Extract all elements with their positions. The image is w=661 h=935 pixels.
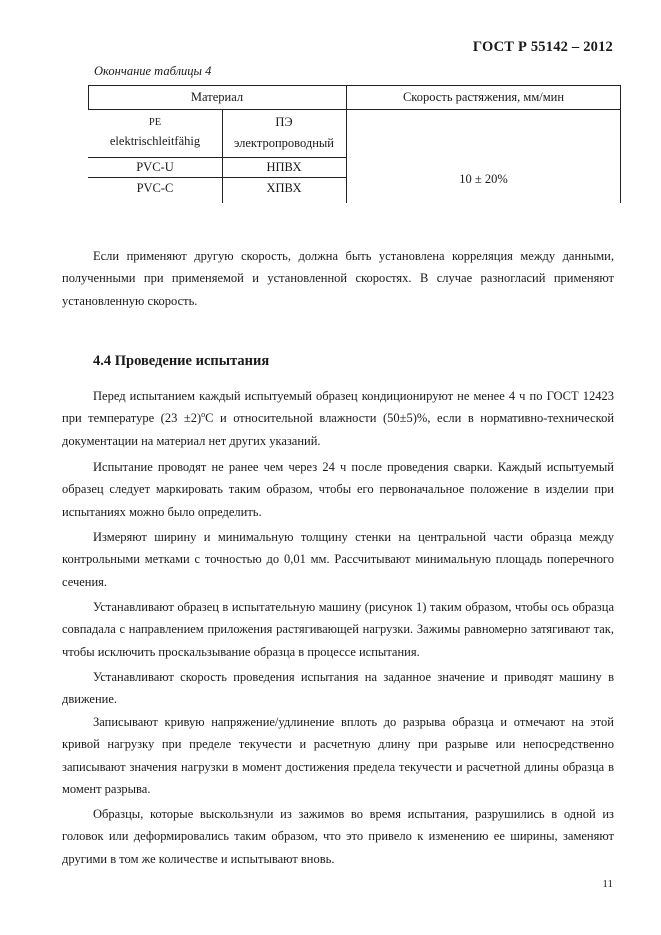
column-header-speed: Скорость растяжения, мм/мин [402, 89, 565, 104]
page-number: 11 [602, 878, 613, 890]
section-heading: 4.4 Проведение испытания [93, 353, 270, 369]
paragraph-marking: Испытание проводят не ранее чем через 24 ч после проведения сварки. Каждый испытуемый образец следует маркировать таким образом, чтобы его первоначальное положение в изделии при испытаниях можно было определить. [62, 460, 614, 519]
table-caption: Окончание таблицы 4 [94, 64, 212, 78]
table-cell-hpvh: ХПВХ [266, 180, 302, 195]
paragraph-recording: Записывают кривую напряжение/удлинение вплоть до разрыва образца и отмечают на этой кривой нагрузку при пределе текучести и расчетную длину при разрыве или непосредственно записывают значения нагрузки в момент достижения предела текучести и расчетной длины образца в момент разрыва. [62, 715, 614, 796]
material-name-ru: электропроводный [234, 136, 334, 150]
conditioning-text-1: Перед испытанием каждый испытуемый образец кондиционируют не менее 4 ч по ГОСТ 12423 при температуре (23 ±2) [62, 389, 614, 426]
paragraph-speed-setting: Устанавливают скорость проведения испытания на заданное значение и приводят машину в движение. [62, 670, 614, 707]
table-cell-speed-value: 10 ± 20% [459, 171, 508, 186]
conditioning-text-2: С и относительной влажности (50±5)%, если в нормативно-технической документации на материал нет других указаний. [62, 411, 615, 448]
paragraph-measuring: Измеряют ширину и минимальную толщину стенки на центральной части образца между контрольными метками с точностью до 0,01 мм. Рассчитывают минимальную площадь поперечного сечения. [62, 530, 614, 589]
material-name-en: elektrischleitfähig [109, 134, 201, 148]
materials-table [88, 85, 621, 203]
table-cell-npvh: НПВХ [266, 159, 302, 174]
material-code-ru: ПЭ [275, 115, 293, 129]
degree-sup: о [201, 410, 206, 420]
material-code-en: PE [148, 117, 162, 128]
table-cell-material-ru [222, 109, 346, 157]
document-header: ГОСТ Р 55142 – 2012 [472, 39, 613, 55]
table-cell-pvcc: PVC-C [136, 180, 174, 195]
table-cell-pvcu: PVC-U [136, 159, 174, 174]
paragraph-conditioning [62, 385, 614, 452]
paragraph-replacement: Образцы, которые выскользнули из зажимов во время испытания, разрушились в одной из головок или деформировались таким образом, что это привело к изменению ее ширины, заменяют другими в том же количестве и испытывают вновь. [62, 807, 614, 866]
table-cell-material-en [88, 109, 222, 157]
paragraph-speed-correlation: Если применяют другую скорость, должна быть установлена корреляция между данными, полученными при применяемой и установленной скоростях. В случае разногласий применяют установленную скорость. [62, 249, 614, 308]
paragraph-mounting: Устанавливают образец в испытательную машину (рисунок 1) таким образом, чтобы ось образца совпадала с направлением приложения растягивающей нагрузки. Зажимы равномерно затягивают так, чтобы исключить проскальзывание образца в процессе испытания. [62, 600, 614, 659]
column-header-material: Материал [190, 89, 244, 104]
